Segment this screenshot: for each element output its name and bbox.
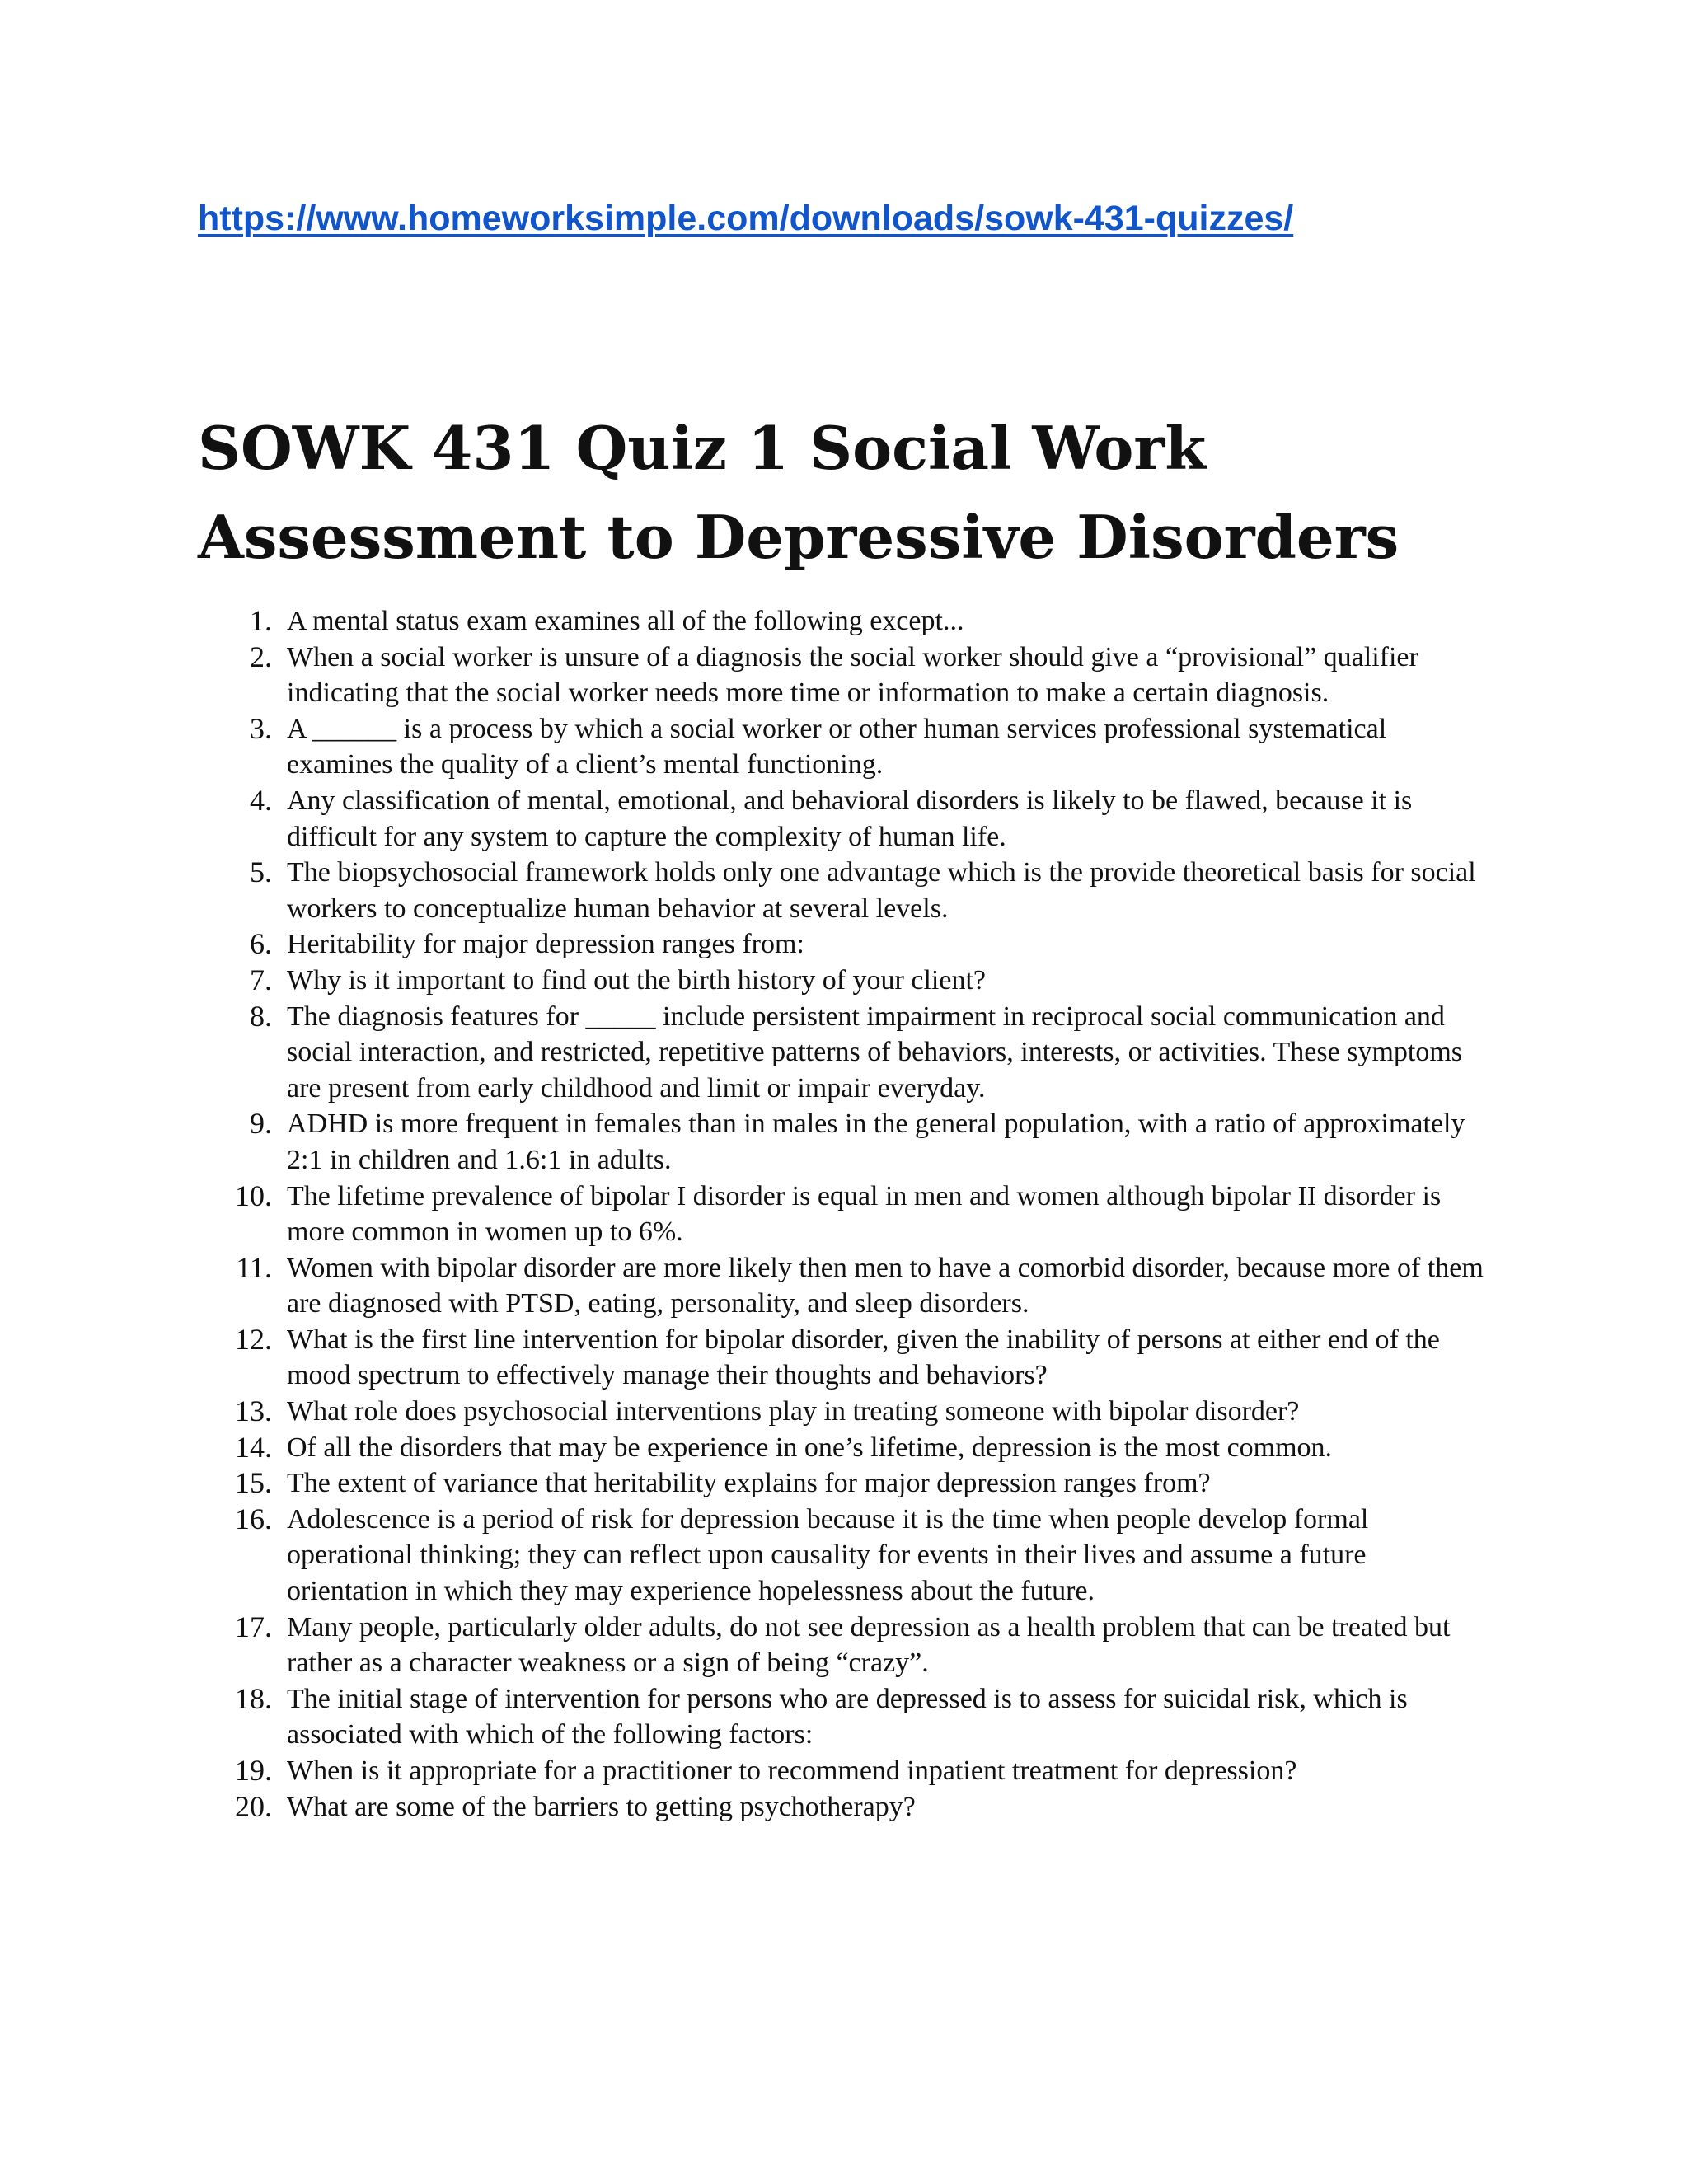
question-item [198,1465,1484,1502]
question-number: 6. [250,927,272,961]
question-item [198,640,1484,711]
question-item [198,603,1484,640]
question-list [198,603,1484,1825]
question-item [198,926,1484,963]
question-text: What are some of the barriers to getting psychotherapy? [287,1791,916,1822]
question-number: 17. [235,1610,272,1643]
question-number: 19. [235,1754,272,1787]
question-text: The diagnosis features for _____ include persistent impairment in reciprocal social communication and social interaction, and restricted, repetitive patterns of behaviors, interests, or activities. These symptoms are present from early childhood and limit or impair everyday. [287,1001,1463,1104]
question-number: 13. [235,1394,272,1428]
question-number: 5. [250,855,272,889]
question-text: The initial stage of intervention for persons who are depressed is to assess for suicidal risk, which is associated with which of the following factors: [287,1683,1408,1750]
question-text: The extent of variance that heritability explains for major depression ranges from? [287,1468,1211,1499]
source-url-link[interactable]: https://www.homeworksimple.com/downloads/sowk-431-quizzes/ [198,199,1294,238]
question-item [198,1394,1484,1430]
question-item [198,1789,1484,1825]
question-text: When a social worker is unsure of a diagnosis the social worker should give a “provisional” qualifier indicating that the social worker needs more time or information to make a certain diagnosis. [287,641,1418,709]
question-item [198,1753,1484,1789]
question-number: 15. [235,1466,272,1500]
question-item [198,1610,1484,1681]
question-text: Any classification of mental, emotional, and behavioral disorders is likely to be flawed, because it is difficult for any system to capture the complexity of human life. [287,785,1413,852]
question-number: 11. [236,1250,272,1284]
question-text: Adolescence is a period of risk for depression because it is the time when people develop formal operational thinking; they can reflect upon causality for events in their lives and assume a future orientation in which they may experience hopelessness about the future. [287,1503,1369,1607]
question-item [198,1179,1484,1250]
question-number: 4. [250,783,272,817]
question-text: The biopsychosocial framework holds only one advantage which is the provide theoretical basis for social workers to conceptualize human behavior at several levels. [287,857,1476,924]
question-number: 7. [250,963,272,996]
question-number: 10. [235,1179,272,1212]
question-number: 3. [250,711,272,745]
question-item [198,783,1484,855]
question-text: Of all the disorders that may be experience in one’s lifetime, depression is the most common. [287,1432,1333,1463]
question-item [198,855,1484,926]
question-item [198,963,1484,999]
question-item [198,1430,1484,1466]
question-text: What is the first line intervention for bipolar disorder, given the inability of persons at either end of the mood spectrum to effectively manage their thoughts and behaviors? [287,1324,1440,1391]
question-number: 14. [235,1430,272,1464]
question-text: A ______ is a process by which a social worker or other human services professional systematical examines the quality of a client’s mental functioning. [287,713,1387,780]
question-item [198,1250,1484,1322]
question-number: 8. [250,999,272,1033]
question-text: Women with bipolar disorder are more likely then men to have a comorbid disorder, because more of them are diagnosed with PTSD, eating, personality, and sleep disorders. [287,1252,1484,1319]
page-title: SOWK 431 Quiz 1 Social Work Assessment to Depressive Disorders [198,413,1400,572]
question-item [198,1681,1484,1753]
question-text: The lifetime prevalence of bipolar I disorder is equal in men and women although bipolar II disorder is more common in women up to 6%. [287,1180,1442,1248]
question-number: 20. [235,1789,272,1823]
question-number: 16. [235,1502,272,1535]
question-text: Heritability for major depression ranges from: [287,929,804,960]
question-item [198,711,1484,783]
question-item [198,1322,1484,1394]
question-number: 12. [235,1322,272,1356]
question-number: 9. [250,1107,272,1141]
question-number: 2. [250,640,272,673]
question-text: What role does psychosocial interventions play in treating someone with bipolar disorder? [287,1396,1300,1427]
question-text: Many people, particularly older adults, do not see depression as a health problem that can be treated but rather as a character weakness or a sign of being “crazy”. [287,1611,1451,1679]
question-item [198,1106,1484,1178]
question-text: ADHD is more frequent in females than in males in the general population, with a ratio of approximately 2:1 in children and 1.6:1 in adults. [287,1108,1465,1175]
question-text: A mental status exam examines all of the following except... [287,606,964,636]
question-number: 18. [235,1681,272,1715]
question-text: When is it appropriate for a practitioner to recommend inpatient treatment for depression? [287,1755,1297,1786]
question-number: 1. [250,604,272,637]
question-item [198,999,1484,1107]
question-text: Why is it important to find out the birth history of your client? [287,964,986,996]
question-item [198,1502,1484,1610]
